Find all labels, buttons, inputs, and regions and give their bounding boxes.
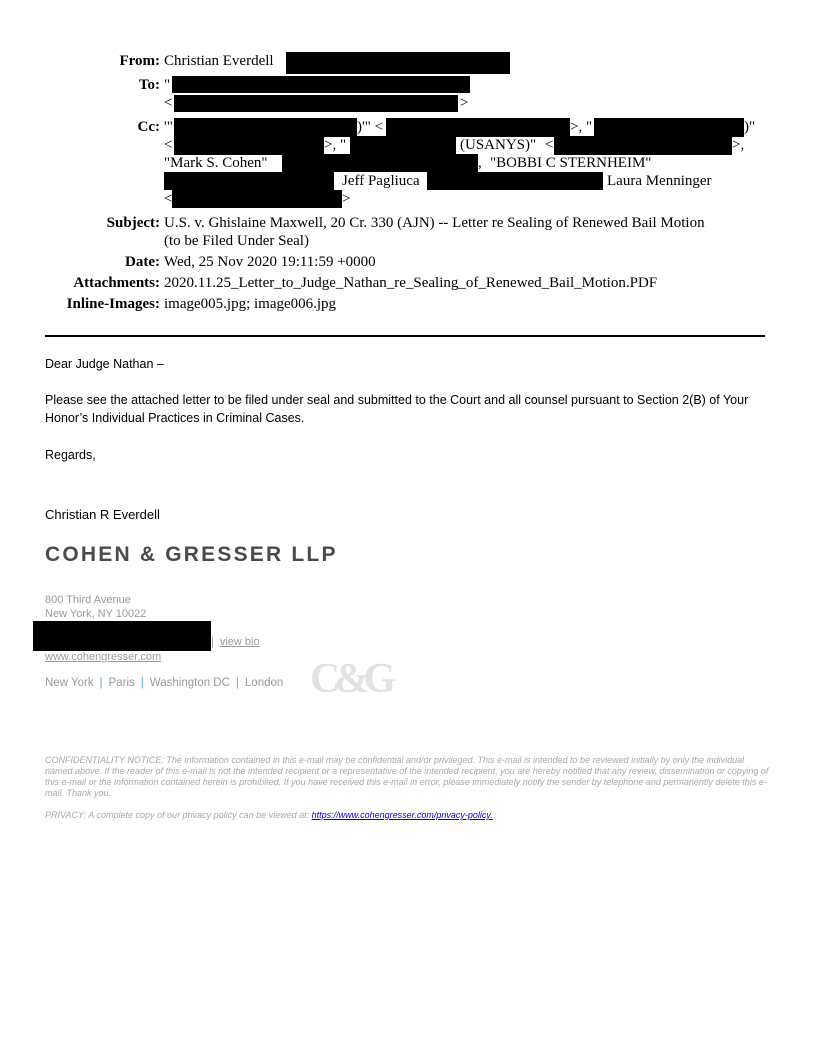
redaction-block (174, 95, 458, 112)
redaction-block (33, 621, 211, 651)
office-london: London (244, 677, 284, 689)
cc-mark-cohen: "Mark S. Cohen" (164, 155, 268, 171)
subject-line-1: U.S. v. Ghislaine Maxwell, 20 Cr. 330 (AJN) -- Letter re Sealing of Renewed Bail Motion (164, 215, 705, 231)
to-row: To: " < > (138, 77, 469, 111)
office-separator: | (140, 677, 144, 689)
date-label: Date: (125, 254, 160, 270)
body-paragraph: Please see the attached letter to be filed under seal and submitted to the Court and all counsel pursuant to Section 2(B) of Your Honor’s Individual Practices in Criminal Cases. (45, 393, 749, 425)
subject-line-2: (to be Filed Under Seal) (164, 233, 309, 249)
subject-label: Subject: (106, 215, 160, 231)
view-bio-link[interactable]: view bio (219, 636, 260, 648)
address-line-1: 800 Third Avenue (45, 594, 131, 606)
subject-row (0, 214, 816, 250)
signature-name: Christian R Everdell (45, 507, 160, 522)
redaction-block (350, 136, 456, 155)
closing: Regards, (45, 448, 96, 462)
from-label: From: (119, 53, 160, 69)
redaction-block (427, 172, 603, 190)
redaction-block (286, 52, 510, 74)
redaction-block (594, 118, 744, 137)
from-row (0, 52, 816, 70)
office-list (45, 677, 283, 689)
redaction-block (554, 136, 732, 155)
redaction-block (174, 118, 357, 137)
redaction-block (386, 118, 570, 137)
cc-usanys: (USANYS)" (460, 137, 537, 153)
inline-images-label: Inline-Images: (66, 296, 160, 312)
inline-images-value: image005.jpg; image006.jpg (164, 296, 337, 312)
office-separator: | (99, 677, 103, 689)
redaction-block (174, 136, 324, 155)
greeting: Dear Judge Nathan – (45, 357, 164, 371)
view-bio-container: | view bio (211, 636, 260, 648)
privacy-notice (45, 810, 770, 821)
cc-row: Cc: '" )'" < >, " )" < >, " (USANYS)" < >, "Mark S. Cohen" , "BOBBI C STERNHEIM" Jeff Pagliuca Laura Menninger < > (137, 119, 756, 207)
redaction-block (172, 76, 470, 93)
attachments-row (0, 274, 816, 292)
office-washington: Washington DC (149, 677, 230, 689)
date-value: Wed, 25 Nov 2020 19:11:59 +0000 (164, 254, 376, 270)
office-new-york: New York (45, 677, 94, 689)
office-separator: | (235, 677, 239, 689)
privacy-policy-link[interactable]: https://www.cohengresser.com/privacy-policy. (311, 810, 493, 820)
office-paris: Paris (108, 677, 135, 689)
email-header (0, 52, 816, 313)
cc-laura-menninger: Laura Menninger (607, 173, 712, 189)
website-container (45, 651, 161, 663)
cc-bobbi-sternheim: "BOBBI C STERNHEIM" (490, 155, 652, 171)
from-name: Christian Everdell (164, 53, 274, 69)
date-row (0, 253, 816, 271)
firm-logo: COHEN & GRESSER LLP (45, 543, 338, 566)
redaction-block (172, 190, 342, 208)
firm-monogram: C&G (310, 656, 390, 702)
website-link[interactable]: www.cohengresser.com (45, 651, 162, 663)
inline-images-row (0, 295, 816, 313)
address-line-2: New York, NY 10022 (45, 608, 147, 620)
redaction-block (164, 172, 334, 190)
header-divider (45, 335, 765, 337)
cc-jeff-pagliuca: Jeff Pagliuca (342, 173, 420, 189)
to-label: To: (138, 77, 160, 93)
confidentiality-notice: CONFIDENTIALITY NOTICE: The information contained in this e-mail may be confidential and/or privileged. This e-mail is intended to be reviewed initially by only the individual named above. If the reader of this e-mail is not the intended recipient or a representative of the intended recipient, you are hereby notified that any review, dissemination or copying of this e-mail or the information contained herein is prohibited. If you have received this e-mail in error, please immediately notify the sender by telephone and permanently delete this e-mail. Thank you. (45, 755, 769, 798)
privacy-text: PRIVACY: A complete copy of our privacy policy can be viewed at: (45, 810, 312, 820)
cc-label: Cc: (137, 119, 160, 135)
attachment-file[interactable]: 2020.11.25_Letter_to_Judge_Nathan_re_Sealing_of_Renewed_Bail_Motion.PDF (164, 275, 658, 291)
attachments-label: Attachments: (73, 275, 160, 291)
redaction-block (282, 154, 478, 172)
